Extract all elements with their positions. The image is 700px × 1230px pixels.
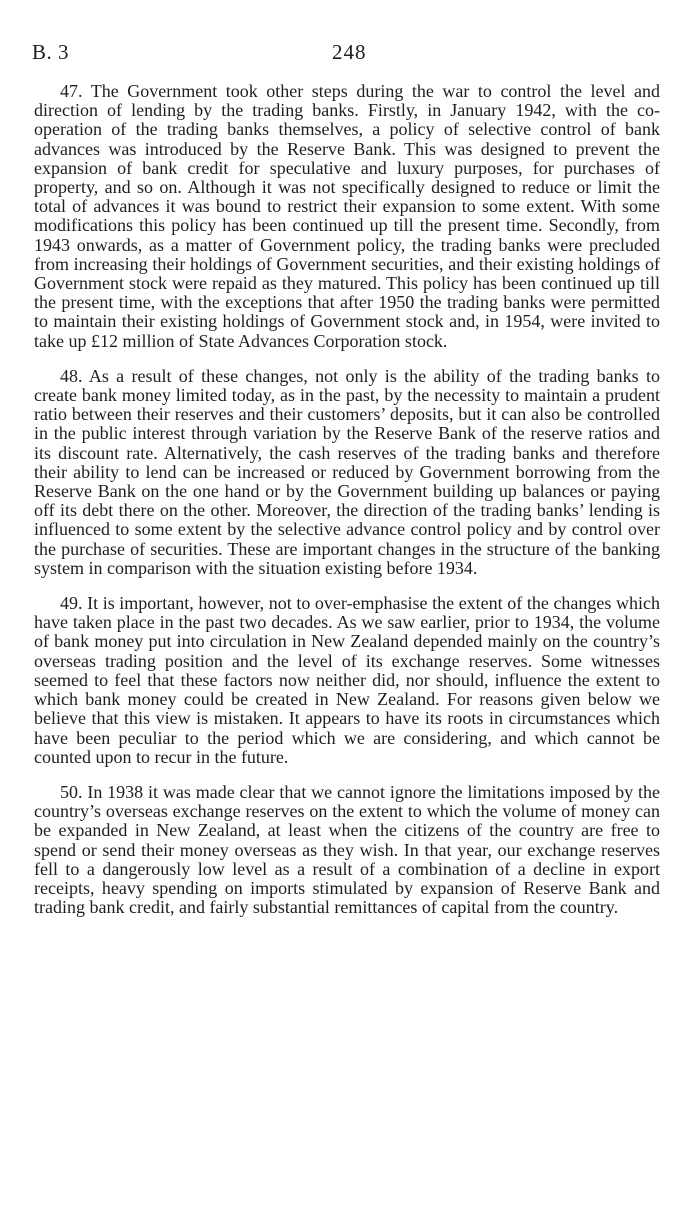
paragraph-49 <box>34 594 660 767</box>
document-body <box>34 82 660 933</box>
paragraph-number: 50. <box>60 781 83 802</box>
paragraph-number: 47. <box>60 81 83 101</box>
paragraph-50 <box>34 783 660 917</box>
paragraph-text: In 1938 it was made clear that we cannot ignore the limitations imposed by the country’s overseas exchange reserves on the extent to which the volume of money can be expanded in New Zealand, at least when the citizens of the country are free to spend or send their money overseas as they wish. In that year, our exchange reserves fell to a dangerously low level as a result of a combination of a decline in export receipts, heavy spending on imports stimulated by expansion of Reserve Bank and trading bank credit, and fairly substantial remittances of capital from the country. <box>34 781 660 918</box>
page-header <box>32 40 668 68</box>
paragraph-47 <box>34 82 660 351</box>
sheet-reference: B. 3 <box>32 40 70 64</box>
paragraph-number: 48. <box>60 365 83 386</box>
paragraph-48 <box>34 367 660 578</box>
paragraph-number: 49. <box>60 593 83 614</box>
paragraph-text: The Government took other steps during the war to control the level and direction of lending by the trading banks. Firstly, in January 1942, with the co-operation of the trading banks themselves, a policy of selective control of bank advances was introduced by the Reserve Bank. This was designed to prevent the expansion of bank credit for speculative and luxury purposes, for purchases of property, and so on. Although it was not specifically designed to reduce or limit the total of advances it was bound to restrict their expansion to some extent. With some modifications this policy has been continued up till the present time. Secondly, from 1943 onwards, as a matter of Government policy, the trading banks were precluded from increasing their holdings of Government securities, and their existing holdings of Government stock were repaid as they matured. This policy has been continued up till the present time, with the exceptions that after 1950 the trading banks were permitted to maintain their existing holdings of Government stock and, in 1954, were invited to take up £12 million of State Advances Corporation stock. <box>34 81 660 351</box>
page-number: 248 <box>332 40 367 64</box>
paragraph-text: It is important, however, not to over-emphasise the extent of the changes which have taken place in the past two decades. As we saw earlier, prior to 1934, the volume of bank money put into circulation in New Zealand depended mainly on the country’s overseas trading position and the level of its exchange reserves. Some witnesses seemed to feel that these factors now neither did, nor should, influence the extent to which bank money could be created in New Zealand. For reasons given below we believe that this view is mistaken. It appears to have its roots in circumstances which have been peculiar to the period which we are considering, and which cannot be counted upon to recur in the future. <box>34 593 661 767</box>
paragraph-text: As a result of these changes, not only is the ability of the trading banks to create bank money limited today, as in the past, by the necessity to maintain a prudent ratio between their reserves and their customers’ deposits, but it can also be controlled in the public interest through variation by the Reserve Bank of the reserve ratios and its discount rate. Alternatively, the cash reserves of the trading banks and therefore their ability to lend can be increased or reduced by Government borrowing from the Reserve Bank on the one hand or by the Government building up balances or paying off its debt there on the other. Moreover, the direction of the trading banks’ lending is influenced to some extent by the selective advance control policy and by control over the purchase of securities. These are important changes in the structure of the banking system in comparison with the situation existing before 1934. <box>34 365 660 578</box>
